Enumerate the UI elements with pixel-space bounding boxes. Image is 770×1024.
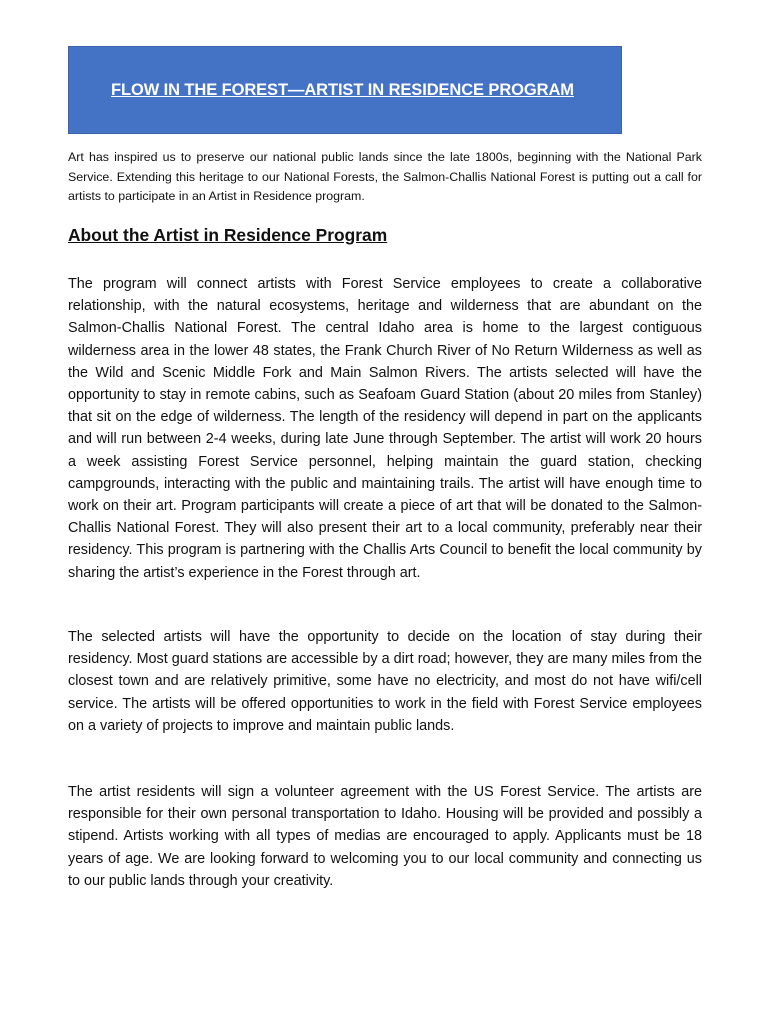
intro-paragraph: Art has inspired us to preserve our national public lands since the late 1800s, beginning with the National Park Service. Extending this heritage to our National Forests, the Salmon-Challis National Forest is putting out a call for artists to participate in an Artist in Residence program. xyxy=(68,150,702,203)
section-heading: About the Artist in Residence Program xyxy=(68,225,388,245)
title-banner xyxy=(68,46,622,134)
body-paragraph-program: The program will connect artists with Forest Service employees to create a collaborative relationship, with the natural ecosystems, heritage and wilderness that are abundant on the Salmon-Challis National Forest. The central Idaho area is home to the largest contiguous wilderness area in the lower 48 states, the Frank Church River of No Return Wilderness as well as the Wild and Scenic Middle Fork and Main Salmon Rivers. The artists selected will have the opportunity to stay in remote cabins, such as Seafoam Guard Station (about 20 miles from Stanley) that sit on the edge of wilderness. The length of the residency will depend in part on the applicants and will run between 2-4 weeks, during late June through September. The artist will work 20 hours a week assisting Forest Service personnel, helping maintain the guard station, checking campgrounds, interacting with the public and maintaining trails. The artist will have enough time to work on their art. Program participants will create a piece of art that will be donated to the Salmon-Challis National Forest. They will also present their art to a local community, preferably near their residency. This program is partnering with the Challis Arts Council to benefit the local community by sharing the artist’s experience in the Forest through art. xyxy=(68,276,702,581)
body-paragraph-agreement: The artist residents will sign a volunteer agreement with the US Forest Service. The artists are responsible for their own personal transportation to Idaho. Housing will be provided and possibly a stipend. Artists working with all types of medias are encouraged to apply. Applicants must be 18 years of age. We are looking forward to welcoming you to our local community and connecting us to our public lands through your creativity. xyxy=(68,784,702,889)
page-title: FLOW IN THE FOREST—ARTIST IN RESIDENCE PROGRAM xyxy=(111,81,574,99)
body-paragraph-location: The selected artists will have the opportunity to decide on the location of stay during their residency. Most guard stations are accessible by a dirt road; however, they are many miles from the closest town and are relatively primitive, some have no electricity, and most do not have wifi/cell service. The artists will be offered opportunities to work in the field with Forest Service employees on a variety of projects to improve and maintain public lands. xyxy=(68,629,702,734)
